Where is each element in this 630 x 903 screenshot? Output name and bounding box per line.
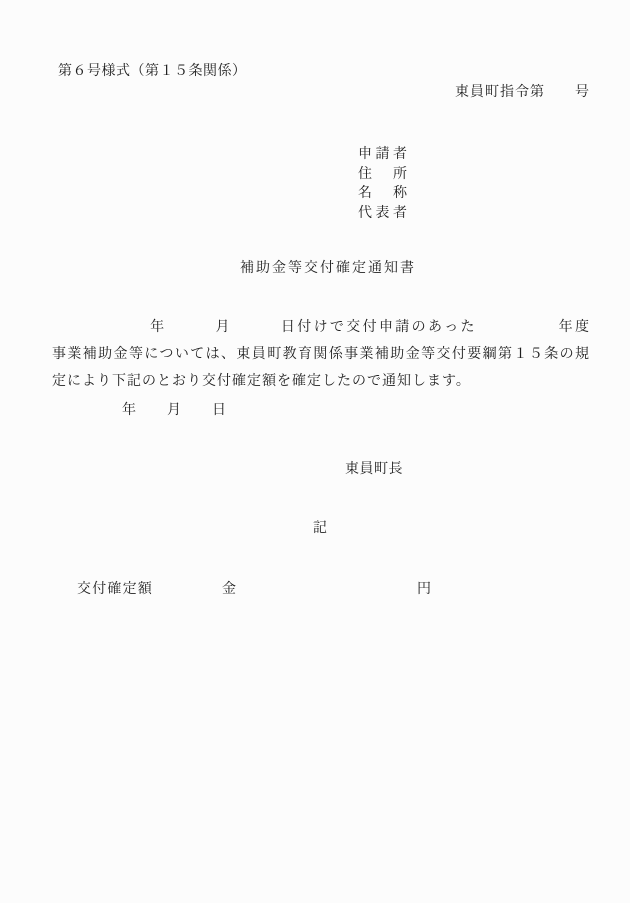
amount-line bbox=[0, 582, 630, 600]
applicant-address-label: 住 所 bbox=[358, 166, 411, 182]
amount-label: 交付確定額 bbox=[77, 582, 153, 597]
amount-currency-prefix: 金 bbox=[222, 582, 236, 597]
applicant-label: 申請者 bbox=[358, 147, 411, 162]
body-paragraph bbox=[52, 314, 590, 395]
applicant-representative-label: 代表者 bbox=[358, 205, 411, 221]
notation-ki: 記 bbox=[313, 521, 327, 536]
body-line-1: 年 月 日付けで交付申請のあった 年度 bbox=[52, 320, 590, 335]
applicant-name-label: 名 称 bbox=[358, 186, 411, 201]
body-line-3: 定により下記のとおり交付確定額を確定したので通知します。 bbox=[52, 374, 471, 389]
body-line-2: 事業補助金等については、東員町教育関係事業補助金等交付要綱第１５条の規 bbox=[52, 347, 590, 362]
applicant-block bbox=[358, 145, 411, 223]
date-line: 年 月 日 bbox=[122, 403, 227, 418]
document-title: 補助金等交付確定通知書 bbox=[240, 261, 416, 276]
form-number: 第６号様式（第１５条関係） bbox=[58, 64, 247, 79]
issuer-title: 東員町長 bbox=[345, 462, 403, 477]
amount-currency-suffix: 円 bbox=[417, 582, 431, 597]
directive-number: 東員町指令第 号 bbox=[455, 85, 590, 100]
